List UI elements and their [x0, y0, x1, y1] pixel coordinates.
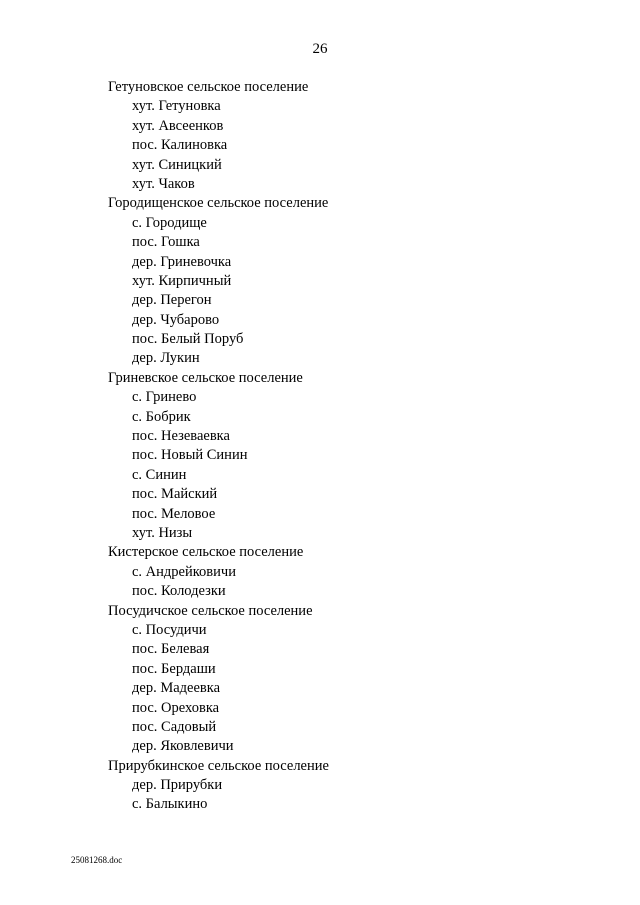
- locality-item: пос. Новый Синин: [132, 447, 248, 464]
- footer-filename: 25081268.doc: [71, 855, 123, 865]
- settlement-title: Гриневское сельское поселение: [108, 369, 303, 386]
- locality-item: хут. Синицкий: [132, 156, 222, 173]
- settlement-title: Гетуновское сельское поселение: [108, 79, 309, 95]
- settlement-block: [108, 369, 329, 544]
- locality-item: хут. Низы: [132, 524, 193, 541]
- locality-item: с. Андрейковичи: [132, 563, 236, 580]
- locality-item: пос. Гошка: [132, 234, 200, 251]
- settlement-title: Посудичское сельское поселение: [108, 602, 313, 619]
- locality-item: пос. Белевая: [132, 641, 210, 658]
- settlement-title: Кистерское сельское поселение: [108, 544, 304, 561]
- locality-list: [108, 621, 329, 757]
- locality-item: с. Бобрик: [132, 408, 191, 425]
- locality-item: с. Посудичи: [132, 621, 207, 638]
- locality-list: [108, 97, 329, 194]
- locality-item: дер. Прирубки: [132, 777, 223, 794]
- settlement-list: [108, 78, 329, 815]
- locality-list: [108, 388, 329, 543]
- locality-item: дер. Мадеевка: [132, 680, 220, 697]
- locality-item: пос. Меловое: [132, 505, 216, 522]
- locality-item: с. Синин: [132, 466, 187, 483]
- settlement-block: [108, 602, 329, 757]
- locality-item: пос. Незеваевка: [132, 428, 230, 445]
- locality-item: с. Гринево: [132, 389, 197, 406]
- locality-item: пос. Калиновка: [132, 137, 228, 154]
- settlement-block: [108, 543, 329, 601]
- locality-item: дер. Чубарово: [132, 311, 220, 328]
- settlement-title: Прирубкинское сельское поселение: [108, 757, 329, 774]
- locality-item: пос. Ореховка: [132, 699, 220, 716]
- settlement-block: [108, 194, 329, 369]
- locality-item: пос. Колодезки: [132, 583, 226, 600]
- locality-item: пос. Садовый: [132, 718, 217, 735]
- locality-item: хут. Авсеенков: [132, 117, 224, 134]
- locality-item: пос. Бердаши: [132, 660, 216, 677]
- locality-item: хут. Кирпичный: [132, 272, 232, 289]
- locality-list: [108, 563, 329, 602]
- locality-item: хут. Гетуновка: [132, 98, 221, 115]
- page-number: 26: [312, 41, 328, 57]
- locality-item: дер. Яковлевичи: [132, 738, 234, 755]
- locality-item: дер. Перегон: [132, 292, 212, 309]
- locality-item: с. Городище: [132, 214, 207, 231]
- locality-item: с. Балыкино: [132, 796, 208, 813]
- locality-item: пос. Белый Поруб: [132, 331, 244, 348]
- settlement-title: Городищенское сельское поселение: [108, 195, 329, 212]
- locality-item: дер. Гриневочка: [132, 253, 232, 270]
- settlement-block: [108, 757, 329, 815]
- locality-list: [108, 776, 329, 815]
- locality-item: хут. Чаков: [132, 175, 195, 192]
- locality-item: пос. Майский: [132, 486, 218, 503]
- locality-item: дер. Лукин: [132, 350, 200, 367]
- settlement-block: [108, 78, 329, 194]
- locality-list: [108, 214, 329, 369]
